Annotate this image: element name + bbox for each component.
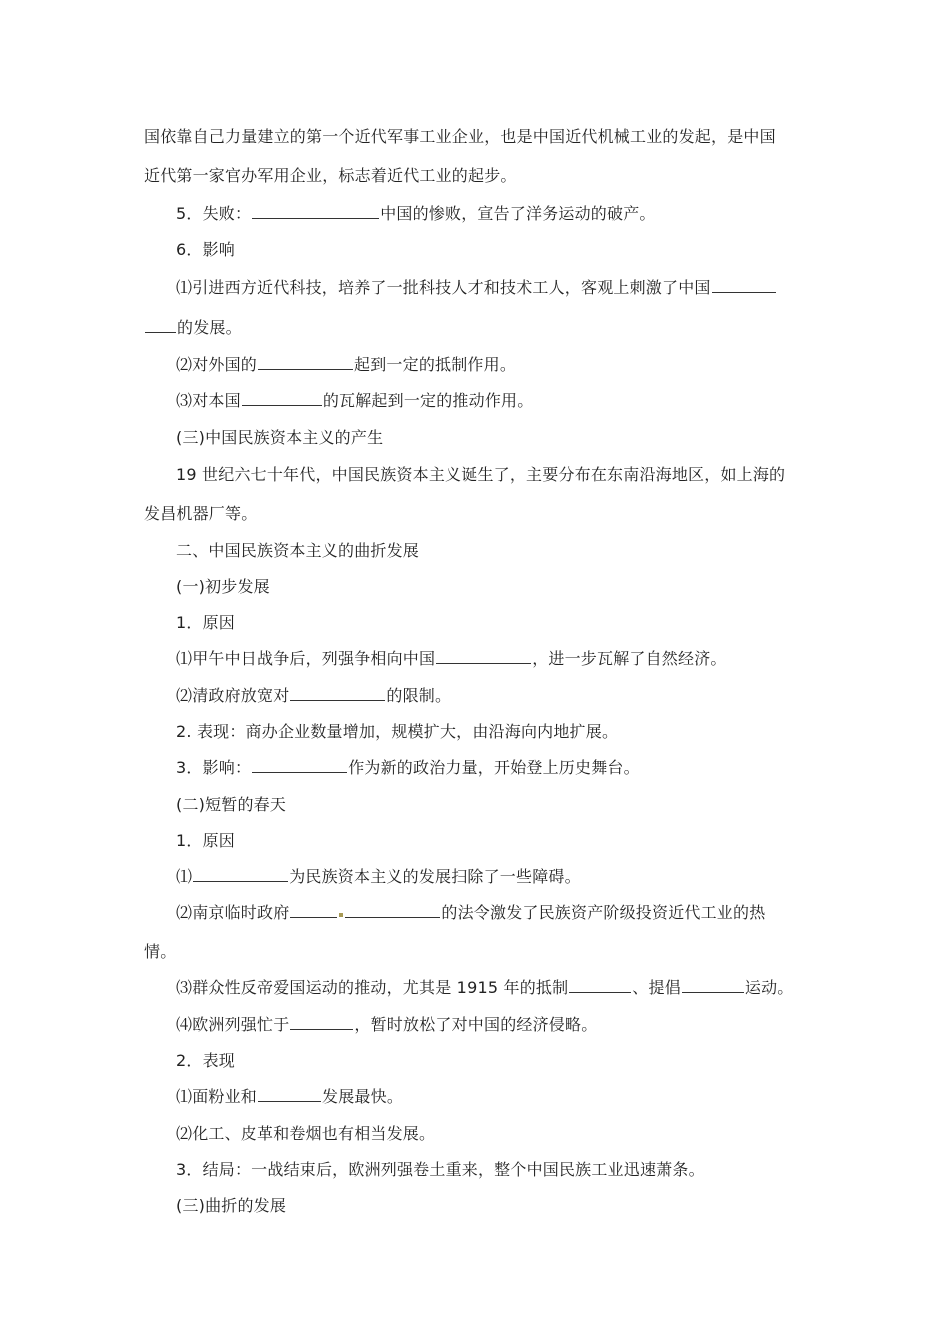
fill-blank	[290, 916, 337, 918]
section-heading	[176, 1196, 286, 1216]
fill-blank	[242, 404, 322, 406]
text: (二)短暂的春天	[176, 795, 287, 814]
text: ，暂时放松了对中国的经济侵略。	[354, 1015, 598, 1034]
item-reason-1	[176, 649, 727, 669]
text: 的瓦解起到一定的推动作用。	[322, 391, 534, 410]
fill-blank	[290, 699, 385, 701]
text: ⑴引进西方近代科技，培养了一批科技人才和技术工人，客观上刺激了中国	[176, 278, 711, 297]
text: 起到一定的抵制作用。	[354, 355, 517, 374]
text: 6．影响	[176, 240, 235, 259]
fill-blank	[145, 331, 176, 333]
stray-dot	[339, 913, 343, 917]
text: ⑵化工、皮革和卷烟也有相当发展。	[176, 1124, 436, 1143]
text: 发昌机器厂等。	[144, 504, 258, 523]
text: ，进一步瓦解了自然经济。	[532, 649, 727, 668]
text: (三)中国民族资本主义的产生	[176, 428, 384, 447]
text: 国依靠自己力量建立的第一个近代军事工业企业，也是中国近代机械工业的发起，是中国	[144, 127, 776, 146]
chapter-heading	[176, 541, 419, 561]
fill-blank	[569, 991, 631, 993]
item-reason-4	[176, 1015, 597, 1035]
section-heading	[176, 795, 286, 815]
text: 中国的惨败，宣告了洋务运动的破产。	[380, 204, 656, 223]
item-influence-3	[176, 391, 533, 411]
text: 的发展。	[177, 318, 242, 337]
text: 二、中国民族资本主义的曲折发展	[176, 541, 420, 560]
item-reason-3	[176, 978, 794, 998]
fill-blank	[712, 291, 776, 293]
text: ⑵对外国的	[176, 355, 258, 374]
text: 情。	[144, 942, 177, 961]
paragraph-line	[176, 465, 785, 485]
item-impact	[176, 758, 640, 778]
text: ⑶群众性反帝爱国运动的推动，尤其是 1915 年的抵制	[176, 978, 569, 997]
section-heading	[176, 577, 270, 597]
text: 19 世纪六七十年代，中国民族资本主义诞生了，主要分布在东南沿海地区，如上海的	[176, 465, 786, 484]
item-influence-1	[176, 278, 777, 298]
text: 近代第一家官办军用企业，标志着近代工业的起步。	[144, 166, 517, 185]
text: ⑴	[176, 867, 193, 886]
text: 3．结局：一战结束后，欧洲列强卷土重来，整个中国民族工业迅速萧条。	[176, 1160, 705, 1179]
item-reason-1	[176, 867, 581, 887]
text: ⑴甲午中日战争后，列强争相向中国	[176, 649, 436, 668]
paragraph-line	[144, 127, 776, 147]
text: 作为新的政治力量，开始登上历史舞台。	[348, 758, 640, 777]
fill-blank	[682, 991, 744, 993]
item-heading	[176, 831, 235, 851]
text: 1．原因	[176, 613, 235, 632]
item-influence-2	[176, 355, 516, 375]
text: ⑵南京临时政府	[176, 903, 290, 922]
item-performance-2	[176, 1124, 435, 1144]
text: 2. 表现：商办企业数量增加，规模扩大，由沿海向内地扩展。	[176, 722, 619, 741]
text: 的限制。	[386, 686, 452, 705]
item-failure	[176, 204, 656, 224]
text: 发展最快。	[322, 1087, 404, 1106]
text: ⑴面粉业和	[176, 1087, 258, 1106]
fill-blank	[345, 916, 440, 918]
text: 5．失败：	[176, 204, 252, 223]
item-reason-2	[176, 686, 451, 706]
item-reason-2	[176, 903, 765, 923]
fill-blank	[258, 368, 353, 370]
fill-blank	[252, 771, 347, 773]
text: 2．表现	[176, 1051, 235, 1070]
text: (三)曲折的发展	[176, 1196, 287, 1215]
item-performance-1	[176, 1087, 403, 1107]
text: (一)初步发展	[176, 577, 270, 596]
text: 的法令激发了民族资产阶级投资近代工业的热	[441, 903, 766, 922]
fill-blank	[252, 217, 379, 219]
item-heading	[176, 1051, 235, 1071]
section-heading	[176, 428, 383, 448]
text: 3．影响：	[176, 758, 252, 777]
fill-blank	[258, 1100, 321, 1102]
text: ⑷欧洲列强忙于	[176, 1015, 290, 1034]
text: ⑶对本国	[176, 391, 241, 410]
item-reason-2-cont	[144, 942, 176, 962]
item-performance	[176, 722, 618, 742]
item-heading	[176, 613, 235, 633]
text: 为民族资本主义的发展扫除了一些障碍。	[289, 867, 581, 886]
paragraph-line	[144, 166, 517, 186]
fill-blank	[436, 662, 531, 664]
item-outcome	[176, 1160, 705, 1180]
item-heading	[176, 240, 235, 260]
fill-blank	[193, 880, 288, 882]
text: 1．原因	[176, 831, 235, 850]
text: ⑵清政府放宽对	[176, 686, 290, 705]
paragraph-line	[144, 504, 257, 524]
text: 、提倡	[632, 978, 681, 997]
fill-blank	[290, 1028, 353, 1030]
item-influence-1-cont	[144, 318, 242, 338]
text: 运动。	[744, 978, 794, 997]
